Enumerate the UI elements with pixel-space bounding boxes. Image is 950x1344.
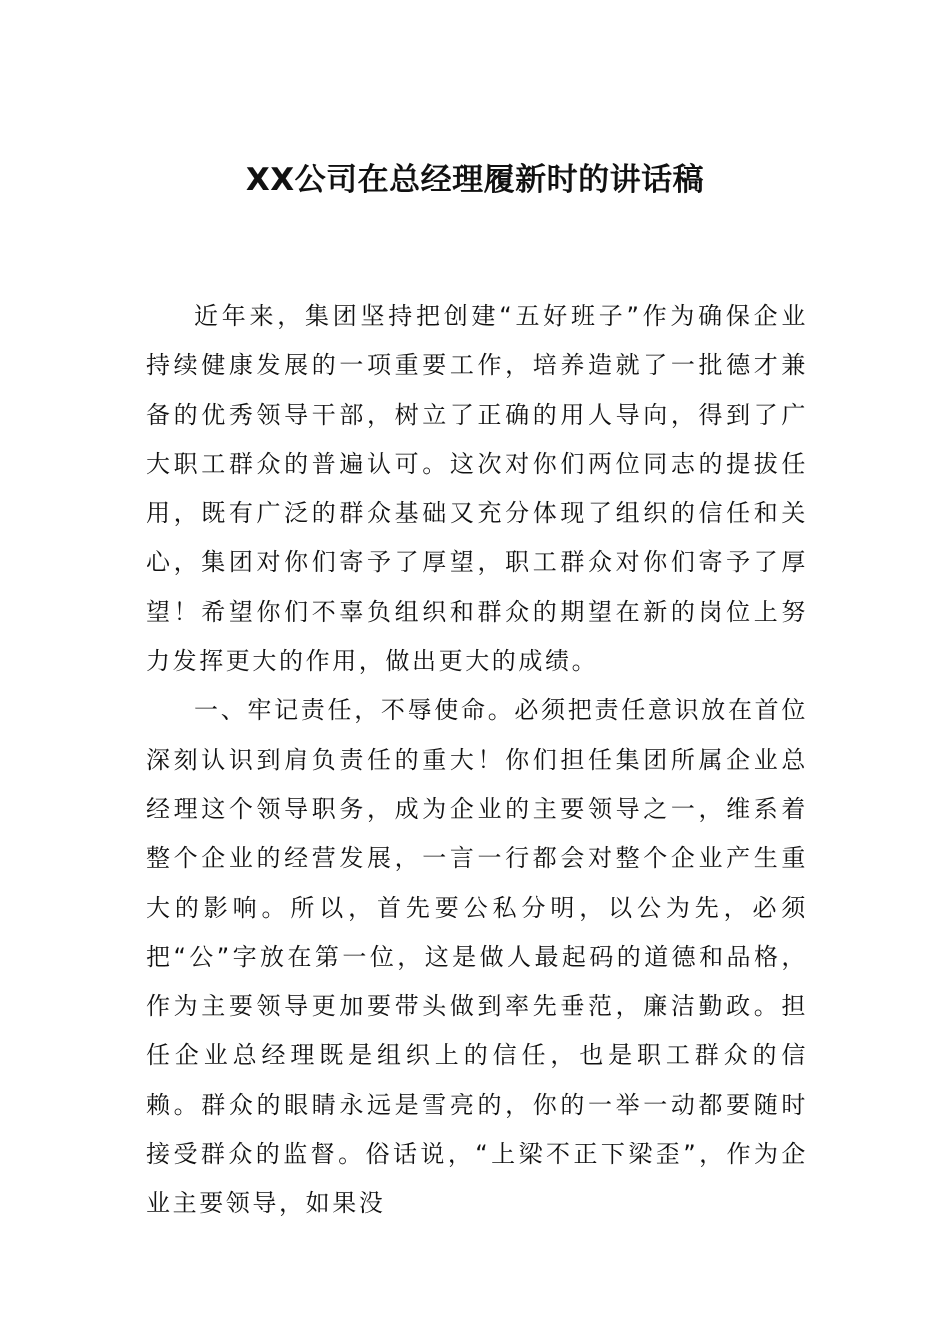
document-body bbox=[146, 292, 808, 1229]
paragraph-section-one: 一、牢记责任，不辱使命。必须把责任意识放在首位深刻认识到肩负责任的重大！你们担任集团所属企业总经理这个领导职务，成为企业的主要领导之一，维系着整个企业的经营发展，一言一行都会对整个企业产生重大的影响。所以，首先要公私分明，以公为先，必须把“公”字放在第一位，这是做人最起码的道德和品格，作为主要领导更加要带头做到率先垂范，廉洁勤政。担任企业总经理既是组织上的信任，也是职工群众的信赖。群众的眼睛永远是雪亮的，你的一举一动都要随时接受群众的监督。俗话说，“上梁不正下梁歪”，作为企业主要领导，如果没 bbox=[146, 696, 808, 1218]
paragraph-intro: 近年来，集团坚持把创建“五好班子”作为确保企业持续健康发展的一项重要工作，培养造就了一批德才兼备的优秀领导干部，树立了正确的用人导向，得到了广大职工群众的普遍认可。这次对你们两位同志的提拔任用，既有广泛的群众基础又充分体现了组织的信任和关心，集团对你们寄予了厚望，职工群众对你们寄予了厚望！希望你们不辜负组织和群众的期望在新的岗位上努力发挥更大的作用，做出更大的成绩。 bbox=[146, 302, 808, 676]
document-title: XX公司在总经理履新时的讲话稿 bbox=[245, 162, 705, 198]
